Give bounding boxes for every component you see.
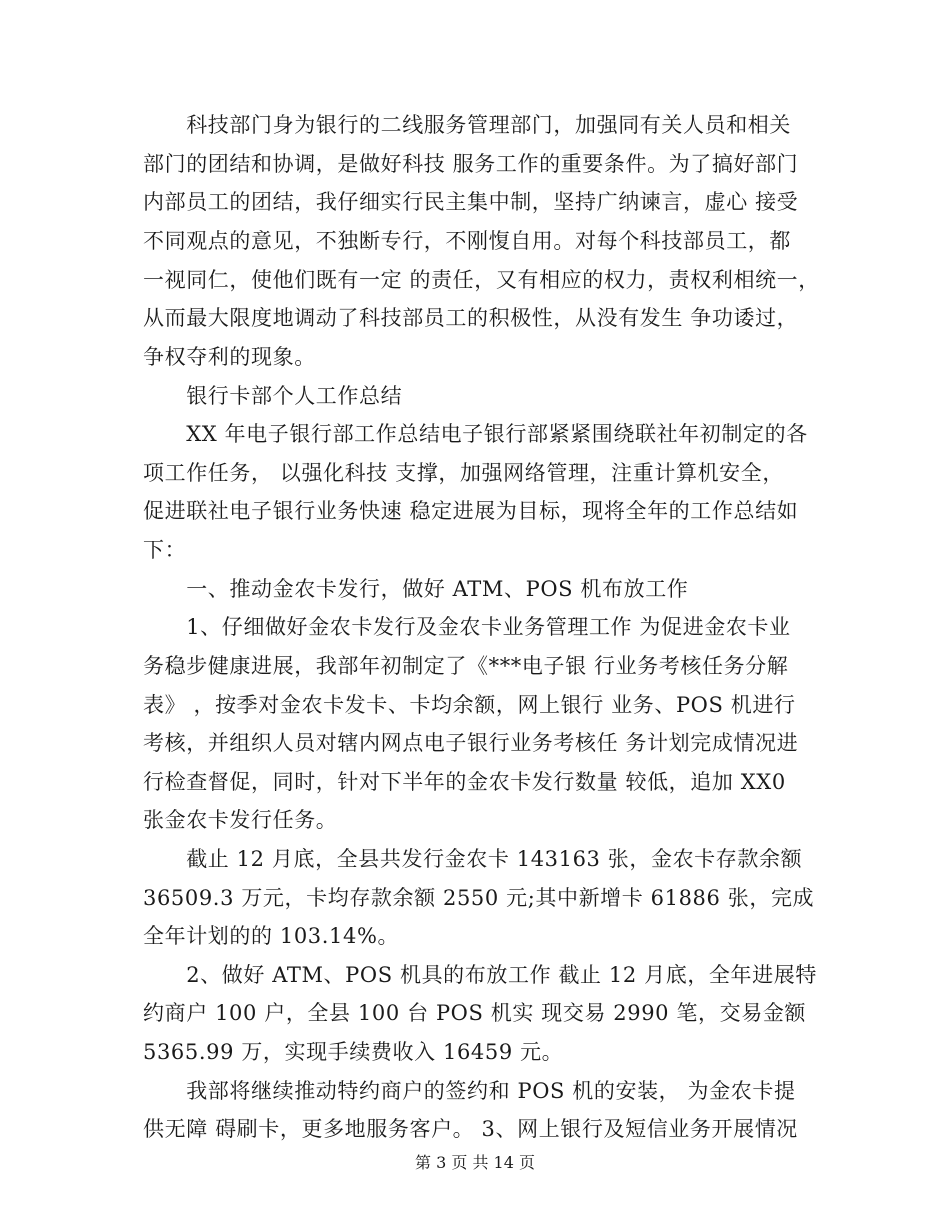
text-line: 争权夺利的现象。: [143, 345, 316, 369]
text-line: 36509.3 万元，卡均存款余额 2550 元;其中新增卡 61886 张，完成: [143, 886, 815, 910]
text-line: 截止 12 月底，全县共发行金农卡 143163 张，金农卡存款余额: [143, 847, 803, 871]
text-line: 5365.99 万，实现手续费收入 16459 元。: [143, 1040, 564, 1064]
text-line: 我部将继续推动特约商户的签约和 POS 机的安装， 为金农卡提: [143, 1079, 796, 1103]
text-line: 一、推动金农卡发行，做好 ATM、POS 机布放工作: [143, 577, 689, 601]
text-line: 全年计划的的 103.14%。: [143, 924, 400, 948]
text-line: 行检查督促，同时，针对下半年的金农卡发行数量 较低，追加 XX0: [143, 770, 786, 794]
text-line: 部门的团结和协调，是做好科技 服务工作的重要条件。为了搞好部门: [143, 152, 799, 176]
text-line: 供无障 碍刷卡，更多地服务客户。 3、网上银行及短信业务开展情况: [143, 1117, 798, 1141]
text-line: 约商户 100 户，全县 100 台 POS 机实 现交易 2990 笔，交易金额: [143, 1001, 807, 1025]
text-line: 一视同仁，使他们既有一定 的责任，又有相应的权力，责权利相统一，: [143, 268, 820, 292]
text-line: 科技部门身为银行的二线服务管理部门，加强同有关人员和相关: [143, 113, 791, 137]
text-line: 项工作任务， 以强化科技 支撑，加强网络管理，注重计算机安全，: [143, 461, 784, 485]
text-line: 不同观点的意见，不独断专行，不刚愎自用。对每个科技部员工，都: [143, 229, 791, 253]
text-line: 促进联社电子银行业务快速 稳定进展为目标，现将全年的工作总结如: [143, 499, 799, 523]
text-line: 2、做好 ATM、POS 机具的布放工作 截止 12 月底，全年进展特: [143, 963, 817, 987]
text-line: XX 年电子银行部工作总结电子银行部紧紧围绕联社年初制定的各: [143, 422, 808, 446]
text-line: 下：: [143, 538, 187, 562]
text-line: 表》 ，按季对金农卡发卡、卡均余额，网上银行 业务、POS 机进行: [143, 693, 796, 717]
text-line: 银行卡部个人工作总结: [143, 384, 403, 408]
text-line: 张金农卡发行任务。: [143, 808, 338, 832]
text-line: 从而最大限度地调动了科技部员工的积极性，从没有发生 争功诿过，: [143, 306, 799, 330]
text-line: 考核，并组织人员对辖内网点电子银行业务考核任 务计划完成情况进: [143, 731, 799, 755]
text-line: 内部员工的团结，我仔细实行民主集中制，坚持广纳谏言，虚心 接受: [143, 190, 799, 214]
page-footer: 第 3 页 共 14 页: [415, 1153, 535, 1172]
text-line: 1、仔细做好金农卡发行及金农卡业务管理工作 为促进金农卡业: [143, 615, 791, 639]
text-line: 务稳步健康进展，我部年初制定了《***电子银 行业务考核任务分解: [143, 654, 789, 678]
